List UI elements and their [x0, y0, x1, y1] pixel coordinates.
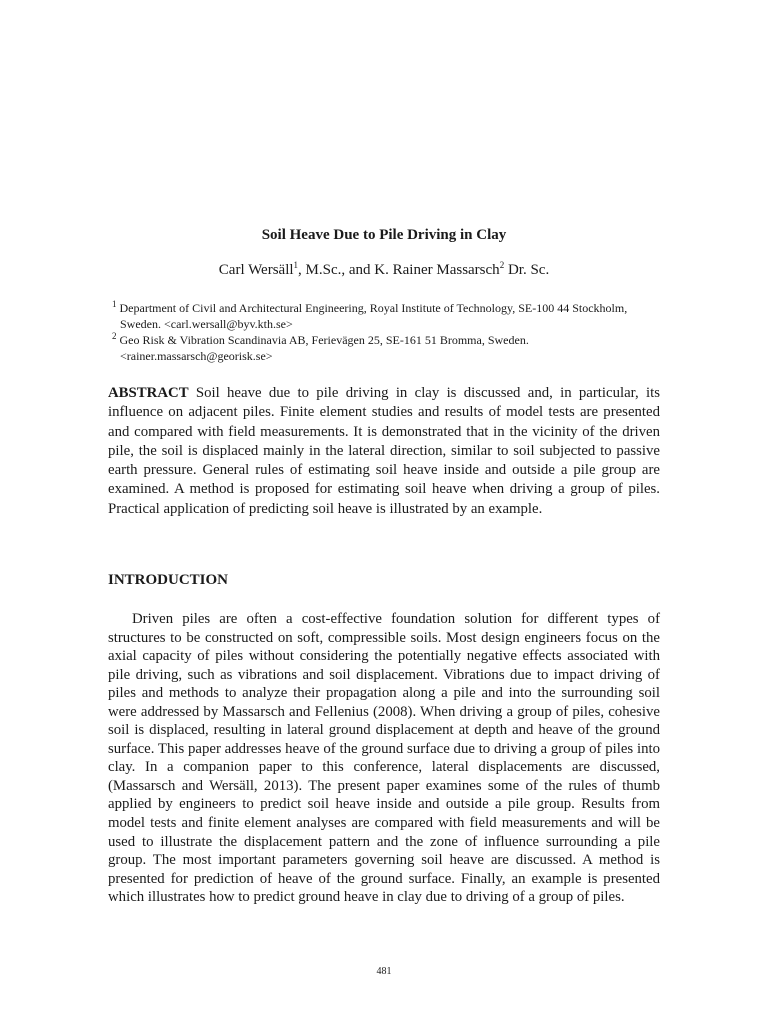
affiliation-2: [108, 332, 668, 364]
page-number: 481: [376, 966, 392, 977]
abstract-text: Soil heave due to pile driving in clay is discussed and, in particular, its influence on adjacent piles. Finite element studies and results of model tests are presented and compared with field measurements. It is demonstrated that in the vicinity of the driven pile, the soil is displaced mainly in the lateral direction, similar to soil subjected to passive earth pressure. General rules of estimating soil heave inside and outside a pile group are examined. A method is proposed for estimating soil heave when driving a group of piles. Practical application of predicting soil heave is illustrated by an example.: [108, 385, 660, 517]
author-2-affil-marker: 2: [499, 260, 505, 270]
section-heading-introduction: INTRODUCTION: [108, 572, 229, 588]
affiliation-1-text: Department of Civil and Architectural Engineering, Royal Institute of Technology, SE-100 44 Stockholm, Sweden. <carl.wersall@byv.kth.se>: [119, 301, 628, 331]
affiliation-2-text: Geo Risk & Vibration Scandinavia AB, Ferievägen 25, SE-161 51 Bromma, Sweden. <rainer.massarsch@georisk.se>: [119, 333, 529, 363]
author-1-affil-marker: 1: [293, 260, 299, 270]
author-line: [0, 262, 768, 279]
affiliation-2-number: 2: [112, 331, 117, 341]
paper-title: Soil Heave Due to Pile Driving in Clay: [261, 227, 507, 243]
author-line-middle: , M.Sc., and K. Rainer Massarsch: [298, 262, 500, 278]
author-1-name: Carl Wersäll: [218, 262, 294, 278]
affiliation-1-number: 1: [112, 299, 117, 309]
abstract-label: ABSTRACT: [108, 385, 189, 401]
author-line-end: Dr. Sc.: [504, 262, 550, 278]
affiliation-1: [108, 300, 668, 332]
affiliations: [108, 300, 668, 364]
introduction-paragraph: Driven piles are often a cost-effective foundation solution for different types of structures to be constructed on soft, compressible soils. Most design engineers focus on the axial capacity of piles without considering the potentially negative effects associated with pile driving, such as vibrations and soil displacement. Vibrations due to impact driving of piles and methods to analyze their propagation along a pile and into the surrounding soil were addressed by Massarsch and Fellenius (2008). When driving a group of piles, cohesive soil is displaced, resulting in lateral ground displacement at depth and heave of the ground surface. This paper addresses heave of the ground surface due to driving a group of piles into clay. In a companion paper to this conference, lateral displacements are discussed, (Massarsch and Wersäll, 2013). The present paper examines some of the rules of thumb applied by engineers to predict soil heave inside and outside a pile group. Results from model tests and finite element analyses are compared with field measurements and will be used to illustrate the displacement pattern and the zone of influence surrounding a pile group. The most important parameters governing soil heave are discussed. A method is presented for prediction of heave of the ground surface. Finally, an example is presented which illustrates how to predict ground heave in clay due to driving of a group of piles.: [108, 611, 660, 906]
abstract: [108, 384, 660, 519]
